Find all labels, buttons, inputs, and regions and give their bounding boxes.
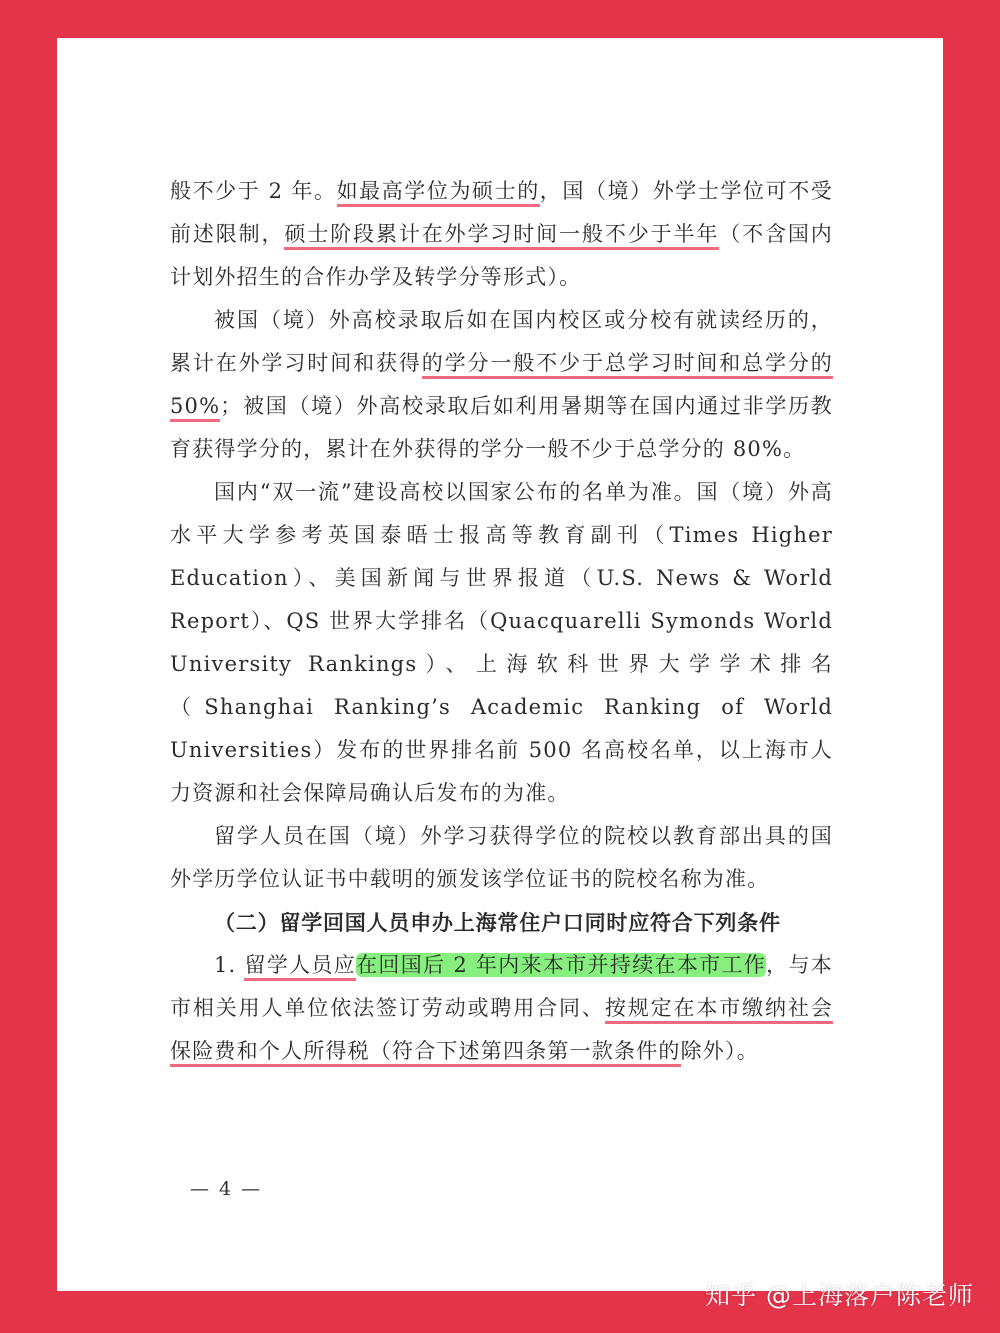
watermark: 知乎 @上海落户陈老师 <box>705 1281 974 1310</box>
paragraph-1: 般不少于 2 年。如最高学位为硕士的，国（境）外学士学位可不受前述限制，硕士阶段累计在外学习时间一般不少于半年（不含国内计划外招生的合作办学及转学分等形式）。 <box>170 179 834 289</box>
paragraph-2: 被国（境）外高校录取后如在国内校区或分校有就读经历的，累计在外学习时间和获得的学分一般不少于总学习时间和总学分的 50%；被国（境）外高校录取后如利用暑期等在国内通过非学历教育获得学分的，累计在外获得的学分一般不少于总学分的 80%。 <box>170 308 833 461</box>
underlined-text: 留学人员应 <box>244 953 356 981</box>
page-number: — 4 — <box>190 1178 263 1200</box>
paragraph-5: 1. 留学人员应在回国后 2 年内来本市并持续在本市工作，与本市相关用人单位依法签订劳动或聘用合同、按规定在本市缴纳社会保险费和个人所得税（符合下述第四条第一款条件的除外）。 <box>170 944 833 1073</box>
underlined-text: 如最高学位为硕士的 <box>337 179 540 207</box>
underlined-text: 按规定在本市缴纳社会保险费和个人所得税（符合下述第四条第一款条件的 <box>170 996 833 1067</box>
underlined-text: 硕士阶段累计在外学习时间一般不少于半年 <box>284 222 719 250</box>
underlined-text: 的学分一般不少于总学习时间和总学分的 50% <box>170 351 833 422</box>
section-heading: （二）留学回国人员申办上海常住户口同时应符合下列条件 <box>214 910 781 935</box>
document-body <box>170 170 833 1073</box>
highlighted-text: 在回国后 2 年内来本市并持续在本市工作 <box>356 953 767 977</box>
paragraph-4: 留学人员在国（境）外学习获得学位的院校以教育部出具的国外学历学位认证书中载明的颁发该学位证书的院校名称为准。 <box>170 824 833 891</box>
paragraph-3: 国内“双一流”建设高校以国家公布的名单为准。国（境）外高水平大学参考英国泰晤士报高等教育副刊（Times Higher Education）、美国新闻与世界报道（U.S. News & World Report）、QS 世界大学排名（Quacquarelli Symonds World University Rankings）、上海软科世界大学学术排名（Shanghai Ranking’s Academic Ranking of World Universities）发布的世界排名前 500 名高校名单，以上海市人力资源和社会保障局确认后发布的为准。 <box>170 480 833 805</box>
